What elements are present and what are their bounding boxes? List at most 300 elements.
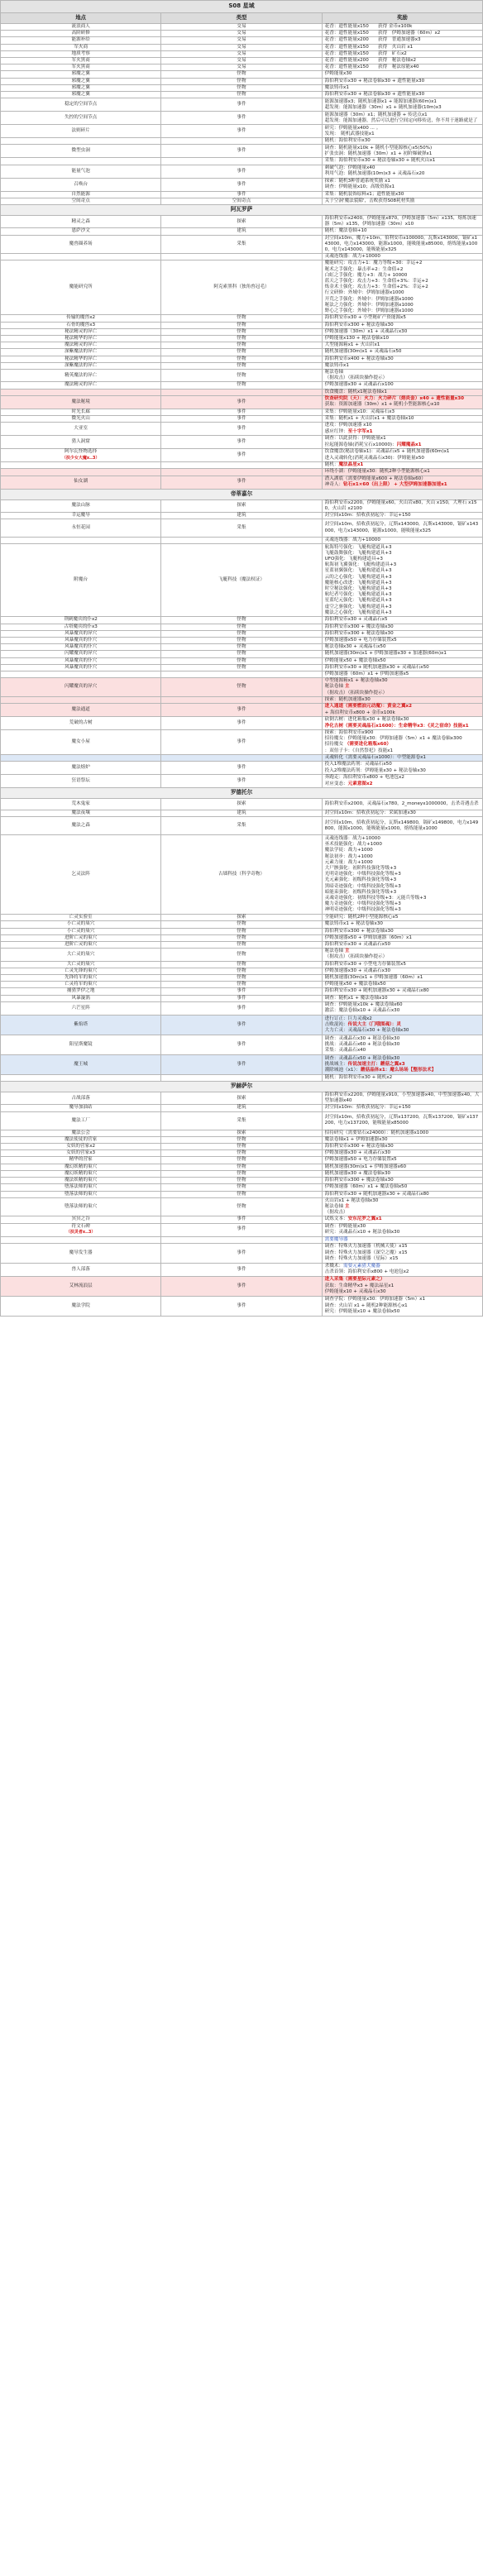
reward-line [325, 469, 480, 475]
reward-text: 调查：以此获得：伊姆能量x1 [324, 436, 386, 442]
reward-cell [322, 165, 482, 178]
reward-highlight: 主 [344, 949, 350, 954]
reward-cell [322, 92, 482, 98]
place-cell: 魔法学院 [1, 1296, 161, 1316]
reward-text: 魔法之心强化：飞艇构建道具+3 [324, 609, 392, 615]
table-row [1, 31, 483, 37]
reward-line [325, 890, 480, 896]
place-cell: 能量气泡 [1, 165, 161, 178]
type-cell: 事件 [161, 191, 322, 198]
reward-cell [322, 817, 482, 835]
reward-cell [322, 158, 482, 165]
reward-text: （据攻击）（拓续块操作提示） [324, 375, 388, 381]
reward-text: 进行订正：巨力灵魂x2 [324, 1016, 372, 1021]
place-cell: 魔能研究所 [1, 260, 161, 315]
table-row [1, 71, 483, 78]
reward-text: 进入采集（需要星际元素之） [324, 1277, 385, 1283]
reward-line [325, 184, 480, 190]
reward-text: 潜入湖底（需要伊姆能量x600 + 秘法卷轴x60） [324, 476, 426, 481]
table-row [1, 1035, 483, 1054]
reward-text: 随机加速器(30m)x1 + 灵魂晶石x50 [324, 349, 402, 355]
reward-cell [322, 78, 482, 84]
reward-cell [322, 1223, 482, 1236]
table-row [1, 1001, 483, 1015]
reward-text: 挑战：灵魂晶石x60 + 秘法卷轴x30 [324, 1041, 400, 1047]
reward-cell [322, 1144, 482, 1150]
reward-highlight: 安东尼罗之翼x1 [347, 1216, 382, 1222]
reward-line [325, 704, 480, 710]
table-row [1, 389, 483, 395]
table-row [1, 630, 483, 637]
section-title: 阿瓦罗萨 [1, 205, 483, 216]
reward-text: + 海伯利安币x800 + 金币x100k [324, 710, 395, 715]
reward-cell [322, 644, 482, 651]
reward-line [325, 436, 480, 442]
type-cell: 事件 [161, 395, 322, 409]
reward-text: 随机：海伯利安币x30 [324, 138, 371, 144]
reward-line [325, 810, 480, 816]
reward-text: 炼金术士强化：攻击力+3：生命值+2%：幸运+2 [324, 284, 428, 290]
reward-text: 中型能源箱x1 + 秘法卷轴x30 [324, 678, 388, 684]
reward-text: 大尸骸强化：初阶科技强化等级+3 [324, 865, 397, 871]
reward-text: 伊姆加速器x30 + 灵魂晶石x30 [324, 1150, 391, 1156]
reward-text: 调查：特殊火力加速器（星际）x15 [324, 1255, 399, 1261]
reward-text: 魔力奇迹强化：中级科技强化等级+3 [324, 901, 401, 907]
reward-line [325, 1269, 480, 1275]
reward-text: 秘法初步：战力+1000 [324, 853, 373, 859]
reward-cell [322, 1136, 482, 1143]
reward-cell [322, 315, 482, 322]
reward-text: 花香：遗性能量x150 获得 金币x100k [324, 24, 413, 29]
reward-line [325, 915, 480, 920]
reward-line [325, 962, 480, 968]
place-cell: 地质考察 [1, 50, 161, 57]
reward-text: （据攻击）（拓续块操作提示） [324, 954, 388, 960]
place-cell: 古塔魔宾的仆x3 [1, 624, 161, 630]
reward-text: 挑战城主： [324, 1061, 348, 1067]
reward-line [325, 216, 480, 227]
reward-cell [322, 65, 482, 71]
reward-line [325, 1056, 480, 1062]
reward-cell [322, 512, 482, 519]
reward-text: 封空间x10m，招收获初起分，辽斯x137200，瓦斯x137200，镉矿x137200，电力x137200，能吸能量x85000 [324, 1114, 479, 1126]
type-cell: 怪物 [161, 624, 322, 630]
type-cell: 怪物 [161, 322, 322, 328]
table-row [1, 178, 483, 191]
reward-line [325, 99, 480, 105]
table-row [1, 84, 483, 91]
reward-line [325, 1237, 480, 1243]
reward-line [325, 975, 480, 981]
reward-cell [322, 1001, 482, 1015]
type-cell: 怪物 [161, 1157, 322, 1164]
reward-line [325, 1283, 480, 1289]
reward-line [325, 390, 480, 395]
reward-text: 伊姆能量x130 + 秘法卷轴x10 [324, 335, 390, 341]
page-title: S08 星域 [1, 1, 483, 13]
reward-cell [322, 1035, 482, 1054]
table-row [1, 942, 483, 949]
reward-line [325, 456, 480, 461]
place-cell: 大亚室 [1, 423, 161, 436]
place-cell: 魔法熔炉 [1, 762, 161, 775]
place-cell: 深紫魔法的异亡 [1, 349, 161, 356]
reward-text: 砍倒古树：进化箱瓶x30 + 秘法卷轴x30 [324, 717, 409, 723]
type-cell: 探索 [161, 1130, 322, 1136]
table-row [1, 696, 483, 703]
reward-cell [322, 775, 482, 788]
reward-line [325, 1230, 480, 1235]
place-cell: 进阶亡灵的巢穴 [1, 934, 161, 941]
reward-text: 光明奇迹强化：中级科技强化等级+3 [324, 872, 401, 877]
reward-line [325, 151, 480, 157]
type-cell: 怪物 [161, 928, 322, 934]
header-reward: 奖励 [322, 13, 482, 24]
type-cell: 事件 [161, 145, 322, 158]
reward-text: 封空间x10m，招收获初起分，瓦斯x149800，镉矿x149800，电力x149800，能源x1000，能吸能量x1000，熔炼能量x1000 [324, 820, 479, 831]
reward-line [325, 1210, 480, 1216]
reward-text: ：双倍子卡：《自然祭祀》技能x1 [324, 748, 394, 753]
reward-cell [322, 1170, 482, 1177]
section-title: 罗赫萨尔 [1, 1082, 483, 1092]
reward-text: 奔跑走：海伯利安币x800 + 电池包x2 [324, 775, 404, 781]
table-row [1, 512, 483, 519]
table-row [1, 382, 483, 389]
reward-cell [322, 31, 482, 37]
type-cell: 怪物 [161, 1170, 322, 1177]
reward-text: 灵魂连线器：战力+10000 [324, 835, 380, 841]
reward-line [325, 118, 480, 124]
table-row [1, 1276, 483, 1296]
reward-line [325, 545, 480, 551]
reward-text: 海伯利安币x30 + 小型电力存储装置x5 [324, 961, 406, 967]
type-cell: 探索 [161, 216, 322, 228]
place-cell: 军火黑商 [1, 65, 161, 71]
table-row [1, 409, 483, 415]
table-row [1, 704, 483, 717]
table-row [1, 315, 483, 322]
reward-line [325, 697, 480, 703]
place-cell: 失控的空间节点 [1, 112, 161, 125]
reward-text: 获取：资源加速器（30m）x1 + 随机小型能源核心x10 [324, 402, 440, 408]
place-cell: 魔法通道 [1, 704, 161, 717]
reward-line [325, 1256, 480, 1262]
reward-line [325, 907, 480, 913]
reward-text: 海伯利安币x2200，伊姆能量x60，火山岩x80，火山 x150，大理石 x150，火山岩 x2100 [324, 499, 477, 511]
reward-cell [322, 1015, 482, 1035]
reward-text: 封空间x10m：招收获初起分：幸运+150 [324, 512, 411, 518]
reward-line [325, 775, 480, 781]
section-header [1, 788, 483, 799]
reward-cell [322, 1197, 482, 1216]
reward-text: 海伯利安币x300 + 秘法卷轴x30 [324, 1144, 394, 1149]
reward-text: 投入2堆魔法药剂：伊姆能量x30 + 秘法卷轴x30 [324, 767, 426, 773]
reward-text: 海伯利安币x2200，伊姆能量x910，小型加速器x40，中型加速器x40，大型加速器x40 [324, 1092, 480, 1104]
type-cell: 怪物 [161, 961, 322, 968]
reward-line [325, 954, 480, 960]
type-cell [161, 671, 322, 677]
table-row [1, 799, 483, 810]
reward-line [325, 1042, 480, 1048]
reward-text: 伊姆加速器（30m）x1 + 灵魂晶石x30 [324, 328, 408, 334]
reward-line [325, 198, 480, 204]
reward-line [325, 290, 480, 296]
place-cell: 秘法精华的异亡 [1, 335, 161, 342]
reward-line [325, 1192, 480, 1197]
table-row [1, 78, 483, 84]
reward-text: 超发现：能源加速器，然后可以进行空间定向移传送，你不用于迷路就是了 [324, 117, 478, 123]
reward-text: 招待魔女 [324, 742, 345, 748]
type-cell: 事件 [161, 409, 322, 415]
reward-line [325, 131, 480, 137]
reward-line [325, 617, 480, 623]
reward-cell [322, 44, 482, 50]
table-row [1, 544, 483, 617]
reward-text: 获取：生命精华x3 + 魔法晶星x1 [324, 1283, 395, 1288]
reward-cell [322, 415, 482, 422]
reward-cell [322, 637, 482, 643]
reward-text: 神奇人： [324, 482, 344, 488]
place-cell: 秘法精华的异亡 [1, 356, 161, 362]
reward-line [325, 85, 480, 91]
reward-line [325, 1216, 480, 1222]
table-row [1, 1105, 483, 1111]
type-cell: 交易 [161, 44, 322, 50]
place-cell: 空间奇点 [1, 198, 161, 204]
reward-text: 海伯利安币x30 + 随机加速器x30 + 灵魂晶石x50 [324, 664, 429, 670]
reward-line [325, 476, 480, 482]
type-cell: 事件 [161, 436, 322, 449]
place-cell: 狂语祭坛 [1, 775, 161, 788]
reward-line [325, 1016, 480, 1022]
reward-line [325, 1048, 480, 1054]
reward-text: 利用气泡：随机加速器(10m)x3 + 灵魂晶石x20 [324, 171, 425, 177]
reward-line [325, 356, 480, 362]
reward-highlight: 魔法晶星x1 [338, 462, 364, 468]
table-row [1, 1144, 483, 1150]
place-cell: 邪魔之翼 [1, 84, 161, 91]
reward-line [325, 1028, 480, 1034]
reward-line [325, 273, 480, 279]
reward-text: 需要魔导器 [324, 1236, 348, 1242]
reward-line [325, 1150, 480, 1156]
reward-line [325, 762, 480, 767]
reward-cell [322, 499, 482, 512]
reward-line [325, 658, 480, 664]
reward-text: 伊姆加速器x50 + 电力存储装置x5 [324, 1157, 397, 1163]
reward-cell [322, 138, 482, 145]
reward-line [325, 935, 480, 941]
reward-cell [322, 942, 482, 949]
table-row [1, 637, 483, 643]
type-cell: 怪物 [161, 1197, 322, 1216]
reward-line [325, 1137, 480, 1143]
reward-cell [322, 395, 482, 409]
reward-line [325, 598, 480, 604]
reward-line [325, 1022, 480, 1028]
place-cell: 兽人部落 [1, 1263, 161, 1276]
table-row [1, 395, 483, 409]
reward-line [325, 1277, 480, 1283]
table-row [1, 112, 483, 125]
reward-line [325, 79, 480, 84]
reward-highlight: （需要进化箱瓶x60） [344, 742, 391, 748]
type-cell: 交易 [161, 31, 322, 37]
reward-line [325, 929, 480, 934]
reward-text: 秘法卷轴 [324, 684, 345, 690]
table-row [1, 449, 483, 462]
reward-line [325, 1092, 480, 1104]
table-row [1, 1178, 483, 1184]
reward-text: 灵魂连线器：战力+10000 [324, 254, 380, 260]
reward-line [325, 684, 480, 690]
type-cell: 空间奇点 [161, 198, 322, 204]
type-cell: 采集 [161, 519, 322, 538]
reward-cell [322, 84, 482, 91]
table-row [1, 335, 483, 342]
reward-line [325, 1068, 480, 1073]
reward-line [325, 342, 480, 348]
table-row [1, 349, 483, 356]
reward-text: 海伯利安币x2000，灵魂晶石x780，2_moneyx1000000，击杀奇遇击杀 [324, 801, 479, 806]
place-cell: 魔法公会 [1, 1130, 161, 1136]
reward-line [325, 416, 480, 422]
reward-line [325, 349, 480, 355]
place-cell: 六芒星阵 [1, 1001, 161, 1015]
reward-text: 航海特号强化：飞艇构建道具+3 [324, 544, 392, 550]
reward-text: 白虹之手强化：魔力+3：战力+ 10000 [324, 272, 408, 278]
reward-cell [322, 657, 482, 664]
reward-cell [322, 544, 482, 617]
reward-cell [322, 519, 482, 538]
reward-text: 封空间x10m：招收获初起分：采属加速x30 [324, 810, 416, 816]
place-note: （扶灵者x..3） [65, 1230, 96, 1235]
reward-cell [322, 538, 482, 544]
reward-line [325, 500, 480, 512]
place-cell: 风暴魔宾的仆穴 [1, 664, 161, 671]
reward-cell [322, 356, 482, 362]
place-cell: 进阶亡灵的巢穴 [1, 942, 161, 949]
reward-cell [322, 24, 482, 31]
reward-line [325, 522, 480, 533]
reward-cell [322, 1216, 482, 1223]
reward-line [325, 942, 480, 948]
type-cell: 怪物 [161, 1144, 322, 1150]
reward-text: 杀戮术： [324, 1264, 344, 1269]
reward-text: 海伯利安币x30 + 随机加速器x30 + 灵魂晶石x80 [324, 1191, 429, 1197]
reward-cell [322, 961, 482, 968]
table-row [1, 1111, 483, 1130]
reward-line [325, 375, 480, 381]
reward-cell [322, 342, 482, 349]
reward-text: 神明奇迹强化：中级科技强化等级+3 [324, 907, 401, 913]
type-cell: 古墙科技（科学奇物） [161, 835, 322, 915]
reward-line [325, 651, 480, 657]
reward-line [325, 308, 480, 314]
type-cell: 事件 [161, 1243, 322, 1263]
reward-cell [322, 651, 482, 657]
type-cell: 怪物 [161, 664, 322, 671]
place-cell: 附魔台 [1, 544, 161, 617]
table-row [1, 730, 483, 755]
reward-text: 采集：伊姆能量x10：灵魂晶石x3 [324, 409, 395, 414]
reward-line [325, 260, 480, 266]
reward-line [325, 755, 480, 761]
reward-text: 调查学院：伊姆能量x30：伊姆加速器（5m）x1 [324, 1297, 426, 1302]
type-cell: 怪物 [161, 328, 322, 335]
reward-highlight: 主 [344, 1203, 350, 1209]
reward-cell [322, 696, 482, 703]
reward-line [325, 1178, 480, 1183]
place-cell: 魔王城 [1, 1054, 161, 1074]
reward-cell [322, 436, 482, 449]
reward-text: 采集：随机装饰原料x1；遗性能量x30 [324, 191, 404, 197]
reward-cell [322, 1164, 482, 1170]
reward-text: 封空间x10m，招收获初起分，辽斯x143000，瓦斯x143000，镉矿x143000，电力x143000，能源x1000，能吸能量x325 [324, 522, 479, 533]
type-cell: 怪物 [161, 71, 322, 78]
place-cell: 魔法秘境 [1, 395, 161, 409]
table-row [1, 469, 483, 476]
place-cell: 邪魔之翼 [1, 78, 161, 84]
reward-line [325, 624, 480, 630]
reward-line [325, 71, 480, 77]
place-cell: 紫焰塔 [1, 1015, 161, 1035]
place-cell: 恩萨沙文 [1, 228, 161, 235]
reward-cell [322, 145, 482, 158]
table-row [1, 198, 483, 204]
reward-cell [322, 382, 482, 389]
reward-text: 研究：伊姆能量x10 + 魔法卷轴x50 [324, 1308, 400, 1314]
place-cell [1, 671, 161, 677]
reward-line [325, 1244, 480, 1250]
place-cell: 魔法精灵的异亡 [1, 342, 161, 349]
reward-text: 试炼文本： [324, 1216, 348, 1222]
reward-line [325, 781, 480, 787]
type-cell [161, 754, 322, 761]
type-cell: 采集 [161, 235, 322, 254]
type-cell [161, 469, 322, 476]
place-cell [1, 462, 161, 469]
place-cell: 魔法工厂 [1, 1111, 161, 1130]
reward-cell [322, 228, 482, 235]
reward-text: 研究：伊姆能量x400 ... 。 [324, 125, 381, 131]
place-cell: 大亡灵的巢穴 [1, 949, 161, 961]
place-cell: 捕猎罗伊之地 [1, 988, 161, 995]
table-row [1, 322, 483, 328]
reward-cell [322, 328, 482, 335]
reward-line [325, 363, 480, 369]
table-row [1, 254, 483, 260]
reward-text: 开荒之手强化：外域中：伊姆加速器x1000 [324, 296, 414, 302]
table-row [1, 671, 483, 677]
reward-cell [322, 762, 482, 775]
reward-cell [322, 630, 482, 637]
reward-cell [322, 1130, 482, 1136]
place-cell: 传输的魔兽x2 [1, 315, 161, 322]
section-title: 帝蒂嘉尔 [1, 489, 483, 499]
table-row [1, 1164, 483, 1170]
reward-cell [322, 1092, 482, 1105]
table-row [1, 657, 483, 664]
reward-text: 海伯利安币x300 + 秘法卷轴x30 [324, 630, 394, 636]
table-row [1, 538, 483, 544]
reward-line [325, 449, 480, 455]
reward-highlight: 传说加速主打：蘑菇之翼x3 [347, 1061, 405, 1067]
place-cell: 阿尔瓦怪物选择 （扶少女大魔x..3） [1, 449, 161, 462]
place-cell: 魔幻妖精的巢穴 [1, 1170, 161, 1177]
table-row [1, 165, 483, 178]
reward-text: 进攻：伊姆加速器 x10 [324, 423, 372, 428]
